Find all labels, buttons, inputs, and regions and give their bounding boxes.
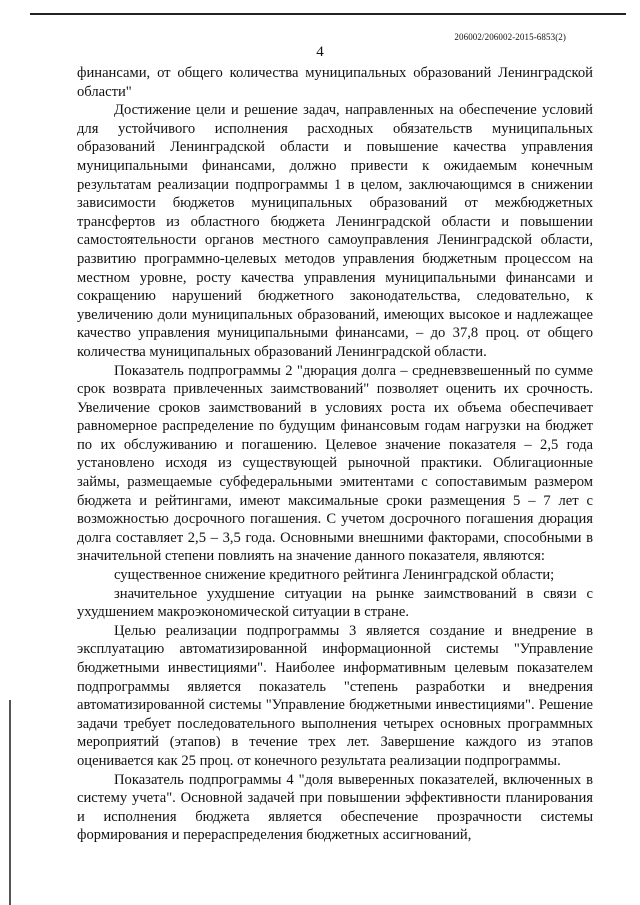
document-id: 206002/206002-2015-6853(2) xyxy=(454,32,566,42)
scan-edge-line xyxy=(9,700,11,905)
paragraph-subprogram-1-results: Достижение цели и решение задач, направленных на обеспечение условий для устойчивого исполнения расходных обязательств муниципальных образований Ленинградской области и повышение качества управления муниципальными финансами, должно привести к ожидаемым конечным результатам реализации подпрограммы 1 в целом, заключающимся в снижении зависимости бюджетов муниципальных образований от межбюджетных трансфертов из областного бюджета Ленинградской области и повышении самостоятельности органов местного самоуправления Ленинградской области, развитию программно-целевых методов управления бюджетным процессом на местном уровне, росту качества управления муниципальными финансами и сокращению нарушений бюджетного законодательства, следовательно, к увеличению доли муниципальных образований, имеющих высокое и надлежащее качество управления муниципальными финансами, – до 37,8 проц. от общего количества муниципальных образований Ленинградской области. xyxy=(77,102,593,360)
document-body xyxy=(77,64,593,845)
paragraph-factor-rating: существенное снижение кредитного рейтинга Ленинградской области; xyxy=(114,567,555,584)
paragraph-continuation: финансами, от общего количества муниципальных образований Ленинградской области" xyxy=(77,65,593,100)
top-border-line xyxy=(30,13,626,15)
page-number: 4 xyxy=(316,44,324,60)
paragraph-subprogram-4-indicator: Показатель подпрограммы 4 "доля выверенных показателей, включенных в систему учета". Основной задачей при повышении эффективности планирования и исполнения бюджета является обеспечение прозрачности системы формирования и перераспределения бюджетных ассигнований, xyxy=(77,771,593,844)
paragraph-factor-market: значительное ухудшение ситуации на рынке заимствований в связи с ухудшением макроэкономической ситуации в стране. xyxy=(77,585,593,621)
paragraph-subprogram-3-goal: Целью реализации подпрограммы 3 является создание и внедрение в эксплуатацию автоматизированной информационной системы "Управление бюджетными инвестициями". Наиболее информативным целевым показателем подпрограммы является показатель "степень разработки и внедрения автоматизированной системы "Управление бюджетными инвестициями". Решение задачи требует последовательного выполнения четырех основных программных мероприятий (этапов) в течение трех лет. Завершение каждого из этапов оценивается как 25 проц. от конечного результата реализации подпрограммы. xyxy=(77,622,593,769)
paragraph-subprogram-2-indicator: Показатель подпрограммы 2 "дюрация долга – средневзвешенный по сумме срок возврата привлеченных заимствований" позволяет оценить их срочность. Увеличение сроков заимствований в условиях роста их объема обеспечивает равномерное распределение по будущим финансовым годам нагрузки на бюджет по их обслуживанию и погашению. Целевое значение показателя – 2,5 года установлено исходя из существующей рыночной практики. Облигационные займы, размещаемые субфедеральными эмитентами с сопоставимым размером бюджета и рейтингами, имеют максимальные сроки размещения 5 – 7 лет с возможностью досрочного погашения. С учетом досрочного погашения дюрация долга составляет 2,5 – 3,5 года. Основными внешними факторами, способными в значительной степени повлиять на значение данного показателя, являются: xyxy=(77,362,593,565)
